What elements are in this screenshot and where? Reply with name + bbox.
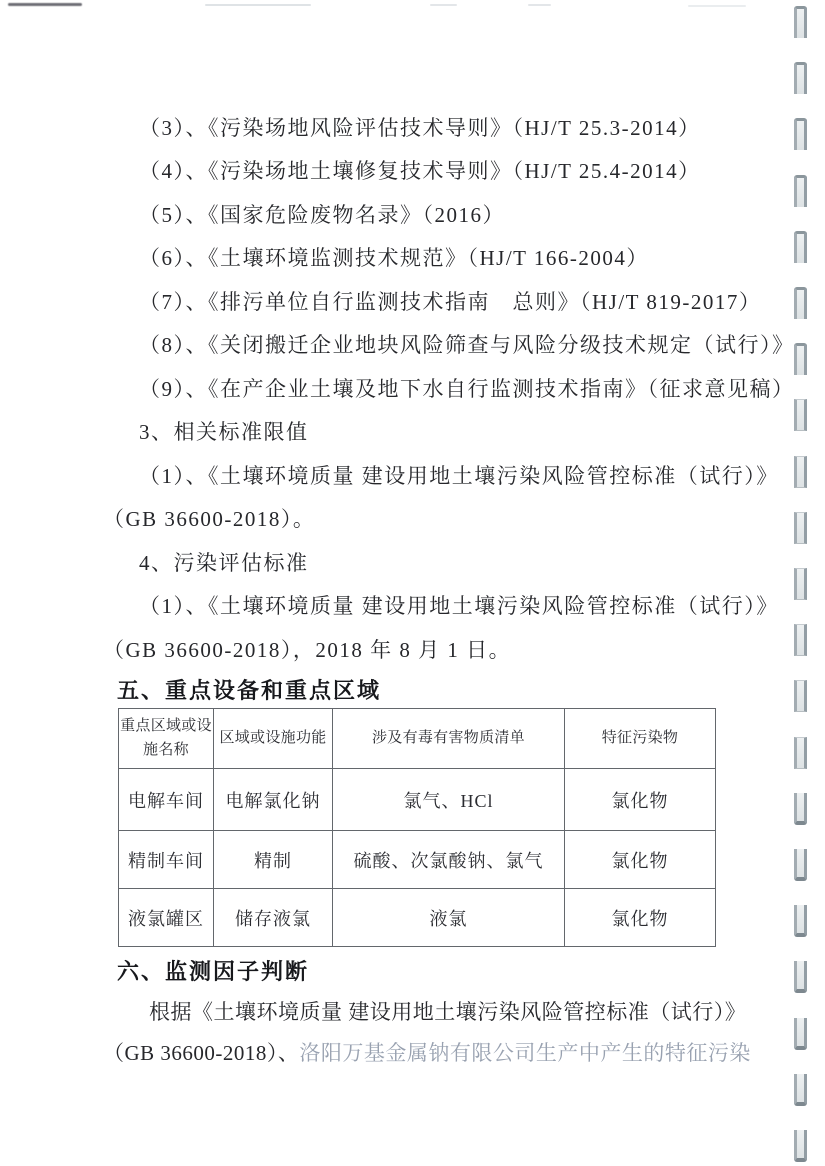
scan-artifact [430,4,457,6]
list-line: （1）、《土壤环境质量 建设用地土壤污染风险管控标准（试行）》 [139,594,779,619]
binding-ring [794,1130,807,1162]
binding-ring [794,680,807,712]
binding-ring [794,849,807,881]
table-row [119,889,716,947]
list-line: （GB 36600-2018）。 [103,507,316,532]
binding-ring [794,6,807,38]
binding-ring [794,568,807,600]
binding-ring [794,793,807,825]
binding-ring [794,961,807,993]
scan-artifact [205,4,311,6]
binding-ring [794,1074,807,1106]
table-cell: 液氯罐区 [119,889,214,947]
binding-ring [794,118,807,150]
list-line: （GB 36600-2018），2018 年 8 月 1 日。 [103,637,512,662]
list-line: （8）、《关闭搬迁企业地块风险筛查与风险分级技术规定（试行）》 [139,333,795,358]
binding-ring [794,175,807,207]
binding-ring [794,1018,807,1050]
list-line: （9）、《在产企业土壤及地下水自行监测技术指南》（征求意见稿） [139,376,795,401]
binding-ring [794,287,807,319]
table-cell: 储存液氯 [214,889,333,947]
scan-artifact [688,5,746,7]
table-row [119,831,716,889]
binding-ring [794,737,807,769]
table-header-row [119,709,716,769]
binding-ring [794,343,807,375]
binding-ring [794,456,807,488]
list-line: （5）、《国家危险废物名录》（2016） [139,202,505,227]
table-cell: 氯化物 [565,831,716,889]
list-line: （7）、《排污单位自行监测技术指南 总则》（HJ/T 819-2017） [139,289,762,314]
table-cell: 氯气、HCl [333,769,565,831]
table-cell: 精制 [214,831,333,889]
table-cell: 液氯 [333,889,565,947]
gb-standard-code: （GB 36600-2018）、 [103,1041,300,1065]
table-cell: 氯化物 [565,889,716,947]
list-line: 4、污染评估标准 [139,550,309,575]
scan-artifact [528,4,551,6]
section-5-heading: 五、重点设备和重点区域 [117,678,382,703]
paragraph-line [103,1031,751,1073]
table-cell: 电解车间 [119,769,214,831]
binding-ring [794,512,807,544]
binding-ring [794,62,807,94]
scan-artifact [8,3,82,6]
paragraph-line: 根据《土壤环境质量 建设用地土壤污染风险管控标准（试行）》 [149,1000,747,1024]
list-line: （4）、《污染场地土壤修复技术导则》（HJ/T 25.4-2014） [139,159,701,184]
table-row [119,769,716,831]
table-cell: 精制车间 [119,831,214,889]
list-line: （6）、《土壤环境监测技术规范》（HJ/T 166-2004） [139,246,649,271]
binding-ring [794,399,807,431]
table-cell: 电解氯化钠 [214,769,333,831]
equipment-table [118,708,716,947]
list-line: （1）、《土壤环境质量 建设用地土壤污染风险管控标准（试行）》 [139,463,779,488]
table-cell: 硫酸、次氯酸钠、氯气 [333,831,565,889]
section-6-heading: 六、监测因子判断 [117,959,310,984]
list-line: 3、相关标准限值 [139,420,309,445]
list-line: （3）、《污染场地风险评估技术导则》（HJ/T 25.3-2014） [139,115,701,140]
table-header-cell: 重点区域或设施名称 [119,709,214,769]
table-header-cell: 涉及有毒有害物质清单 [333,709,565,769]
binding-ring [794,624,807,656]
table-header-cell: 区域或设施功能 [214,709,333,769]
faded-scan-text: 洛阳万基金属钠有限公司生产中产生的特征污染 [299,1041,751,1065]
binding-ring [794,231,807,263]
table-header-cell: 特征污染物 [565,709,716,769]
table-cell: 氯化物 [565,769,716,831]
binding-ring [794,905,807,937]
reference-list [103,105,795,671]
